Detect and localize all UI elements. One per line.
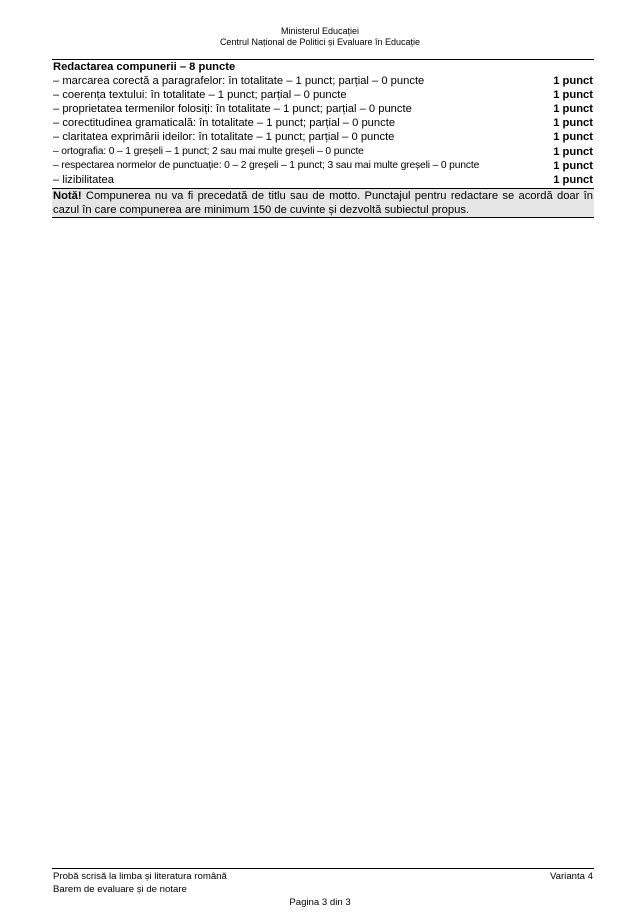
footer-divider xyxy=(52,868,594,869)
document-header xyxy=(0,26,640,48)
criterion-row xyxy=(52,145,594,159)
criterion-points: 1 punct xyxy=(553,75,593,88)
criterion-row xyxy=(52,74,594,88)
exam-name: Probă scrisă la limba și literatura română xyxy=(53,871,227,882)
note-box xyxy=(52,188,594,218)
criterion-row xyxy=(52,159,594,173)
criterion-points: 1 punct xyxy=(553,131,593,144)
criterion-text: – respectarea normelor de punctuație: 0 – 2 greșeli – 1 punct; 3 sau mai multe greșeli – 0 puncte xyxy=(53,159,480,171)
criterion-text: – coerența textului: în totalitate – 1 punct; parțial – 0 puncte xyxy=(53,89,347,102)
criterion-text: – claritatea exprimării ideilor: în totalitate – 1 punct; parțial – 0 puncte xyxy=(53,131,395,144)
criterion-text: – corectitudinea gramaticală: în totalitate – 1 punct; parțial – 0 puncte xyxy=(53,117,396,130)
criterion-points: 1 punct xyxy=(553,103,593,116)
criterion-row xyxy=(52,102,594,116)
ministry-name: Ministerul Educației xyxy=(280,26,360,36)
section-title: Redactarea compunerii – 8 puncte xyxy=(53,61,236,73)
criterion-text: – proprietatea termenilor folosiți: în totalitate – 1 punct; parțial – 0 puncte xyxy=(53,103,412,116)
criterion-row xyxy=(52,88,594,102)
scoring-table xyxy=(52,59,594,218)
criterion-points: 1 punct xyxy=(553,89,593,102)
page-number: Pagina 3 din 3 xyxy=(289,897,351,908)
center-name: Centrul Național de Politici și Evaluare în Educație xyxy=(219,37,421,47)
criterion-row xyxy=(52,116,594,130)
criterion-points: 1 punct xyxy=(553,145,593,158)
barem-label: Barem de evaluare și de notare xyxy=(53,883,187,895)
criterion-text: – ortografia: 0 – 1 greșeli – 1 punct; 2 sau mai multe greșeli – 0 puncte xyxy=(53,145,364,157)
criterion-row xyxy=(52,173,594,187)
criterion-points: 1 punct xyxy=(553,117,593,130)
criterion-text: – marcarea corectă a paragrafelor: în totalitate – 1 punct; parțial – 0 puncte xyxy=(53,75,425,88)
note-text: Compunerea nu va fi precedată de titlu sau de motto. Punctajul pentru redactare se acordă doar în cazul în care compunerea are minimum 150 de cuvinte și dezvoltă subiectul propus. xyxy=(53,189,593,216)
criterion-points: 1 punct xyxy=(553,173,593,186)
criterion-points: 1 punct xyxy=(553,159,593,172)
variant-label: Varianta 4 xyxy=(549,871,593,882)
document-footer xyxy=(53,871,593,896)
criterion-row xyxy=(52,130,594,144)
note-label: Notă! xyxy=(53,189,82,202)
criterion-text: – lizibilitatea xyxy=(53,173,114,186)
